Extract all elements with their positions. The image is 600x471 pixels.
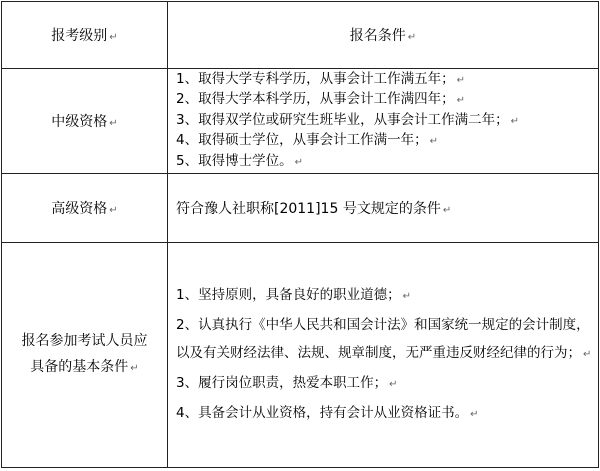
list-item-text: 4、取得硕士学位，从事会计工作满一年；	[176, 132, 428, 149]
basic-requirements-list	[168, 281, 598, 429]
level-cell-intermediate	[2, 69, 168, 174]
list-item	[176, 111, 598, 132]
paragraph-mark-icon: ↵	[109, 205, 118, 216]
paragraph-mark-icon: ↵	[510, 115, 519, 127]
list-item-text: 3、取得双学位或研究生班毕业，从事会计工作满二年；	[176, 111, 509, 128]
basic-requirements-cell	[168, 243, 599, 468]
paragraph-mark-icon: ↵	[407, 32, 417, 43]
list-item	[176, 369, 598, 399]
conditions-list	[168, 70, 598, 173]
list-item	[176, 399, 598, 429]
conditions-cell-senior	[168, 174, 599, 243]
list-item	[176, 131, 598, 152]
list-item	[176, 70, 598, 91]
paragraph-mark-icon: ↵	[583, 349, 592, 360]
list-item	[176, 281, 598, 311]
paragraph-mark-icon: ↵	[294, 156, 303, 168]
level-label: 中级资格	[51, 114, 108, 130]
level-cell-senior	[2, 174, 168, 243]
basic-requirements-level-cell	[2, 243, 168, 468]
basic-requirements-label	[22, 328, 148, 382]
paragraph-mark-icon: ↵	[130, 363, 139, 374]
header-level-cell	[2, 2, 168, 69]
senior-condition-text	[168, 198, 598, 218]
condition-text: 符合豫人社职称[2011]15 号文规定的条件	[176, 201, 441, 217]
table-row	[2, 69, 599, 174]
table-row	[2, 243, 599, 468]
list-item-text: 2、取得大学本科学历，从事会计工作满四年；	[176, 91, 455, 108]
paragraph-mark-icon: ↵	[109, 32, 118, 43]
list-item	[176, 152, 598, 173]
conditions-cell-intermediate	[168, 69, 599, 174]
list-item-text: 2、认真执行《中华人民共和国会计法》和国家统一规定的会计制度，以及有关财经法律、法规、规章制度，无严重违反财经纪律的行为；	[176, 317, 590, 361]
paragraph-mark-icon: ↵	[402, 291, 411, 302]
table-row	[2, 174, 599, 243]
list-item	[176, 311, 598, 369]
level-label: 高级资格	[51, 201, 108, 217]
paragraph-mark-icon: ↵	[389, 379, 398, 390]
header-conditions-cell	[168, 2, 599, 69]
paragraph-mark-icon: ↵	[456, 95, 465, 107]
list-item-text: 1、取得大学专科学历，从事会计工作满五年；	[176, 70, 455, 87]
label-line: 具备的基本条件	[30, 359, 129, 375]
paragraph-mark-icon: ↵	[456, 74, 465, 86]
list-item-text: 5、取得博士学位。	[176, 152, 293, 169]
exam-requirements-table	[1, 1, 599, 468]
paragraph-mark-icon: ↵	[442, 205, 452, 216]
header-level-label: 报考级别	[51, 28, 108, 44]
list-item-text: 4、具备会计从业资格，持有会计从业资格证书。	[176, 405, 469, 421]
list-item	[176, 90, 598, 111]
paragraph-mark-icon: ↵	[470, 409, 479, 420]
paragraph-mark-icon: ↵	[109, 118, 118, 129]
header-conditions-label: 报名条件	[349, 28, 406, 44]
list-item-text: 1、坚持原则，具备良好的职业道德；	[176, 287, 401, 303]
table-header-row	[2, 2, 599, 69]
label-line: 报名参加考试人员应	[21, 333, 148, 349]
list-item-text: 3、履行岗位职责，热爱本职工作；	[176, 375, 388, 391]
paragraph-mark-icon: ↵	[429, 136, 438, 148]
